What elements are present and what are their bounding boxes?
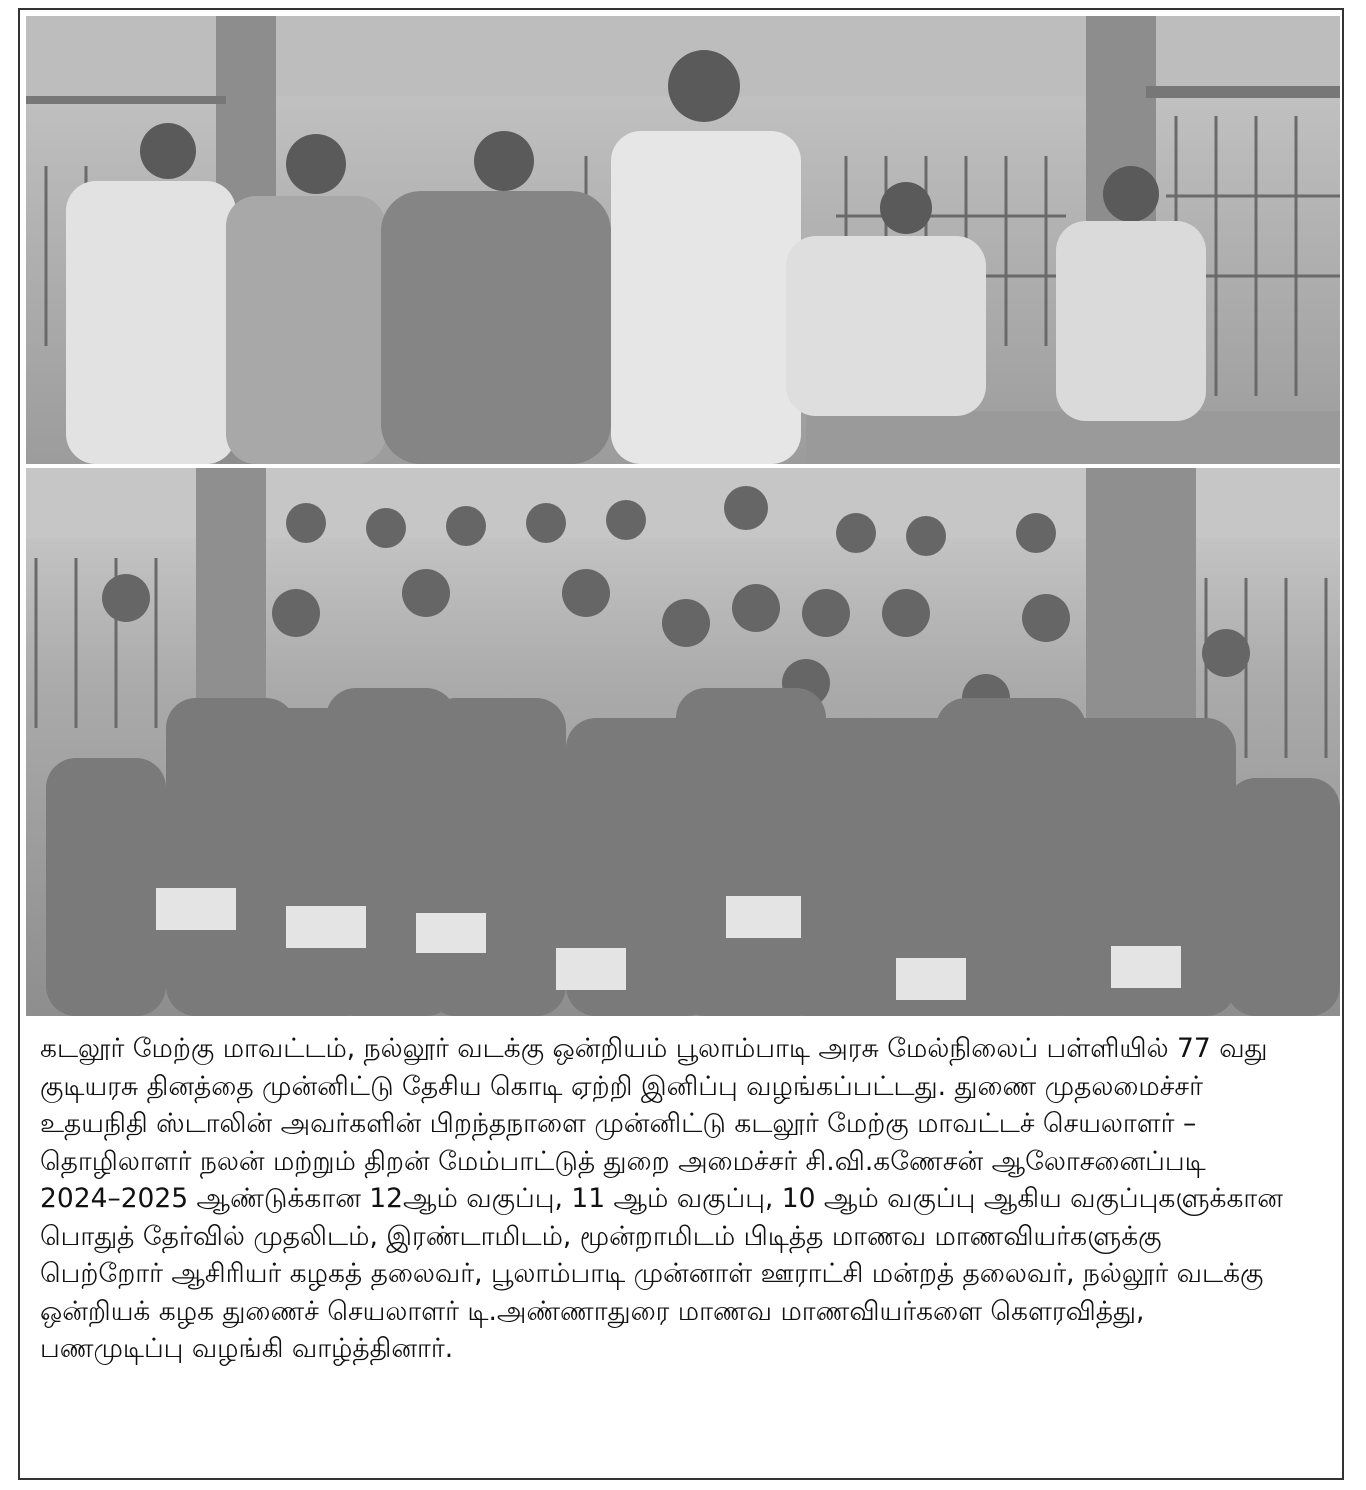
article-caption: [40, 1030, 1326, 1368]
caption-line: பணமுடிப்பு வழங்கி வாழ்த்தினார்.: [40, 1333, 454, 1364]
ceremony-photo-top-drawing: [26, 16, 1340, 464]
caption-line: தொழிலாளர் நலன் மற்றும் திறன் மேம்பாட்டுத் துறை அமைச்சர் சி.வி.கணேசன் ஆலோசனைப்படி: [40, 1145, 1206, 1177]
caption-line: குடியரசு தினத்தை முன்னிட்டு தேசிய கொடி ஏற்றி இனிப்பு வழங்கப்பட்டது. துணை முதலமைச்சர்: [40, 1070, 1203, 1102]
caption-line: பெற்றோர் ஆசிரியர் கழகத் தலைவர், பூலாம்பாடி முன்னாள் ஊராட்சி மன்றத் தலைவர், நல்லூர் வடக்கு: [40, 1258, 1264, 1289]
caption-line: பொதுத் தேர்வில் முதலிடம், இரண்டாமிடம், மூன்றாமிடம் பிடித்த மாணவ மாணவியர்களுக்கு: [40, 1220, 1162, 1252]
ceremony-photo-bottom: [26, 468, 1340, 1016]
caption-line: உதயநிதி ஸ்டாலின் அவர்களின் பிறந்தநாளை முன்னிட்டு கடலூர் மேற்கு மாவட்டச் செயலாளர் –: [40, 1108, 1197, 1139]
caption-line: கடலூர் மேற்கு மாவட்டம், நல்லூர் வடக்கு ஒன்றியம் பூலாம்பாடி அரசு மேல்நிலைப் பள்ளியில் 77 வது: [40, 1033, 1268, 1064]
caption-line: ஒன்றியக் கழக துணைச் செயலாளர் டி.அண்ணாதுரை மாணவ மாணவியர்களை கௌரவித்து,: [40, 1295, 1145, 1327]
news-article-frame: [18, 8, 1344, 1480]
caption-line: 2024–2025 ஆண்டுக்கான 12ஆம் வகுப்பு, 11 ஆம் வகுப்பு, 10 ஆம் வகுப்பு ஆகிய வகுப்புகளுக்கான: [40, 1183, 1283, 1214]
ceremony-photo-top: [26, 16, 1340, 464]
ceremony-photo-bottom-drawing: [26, 468, 1340, 1016]
